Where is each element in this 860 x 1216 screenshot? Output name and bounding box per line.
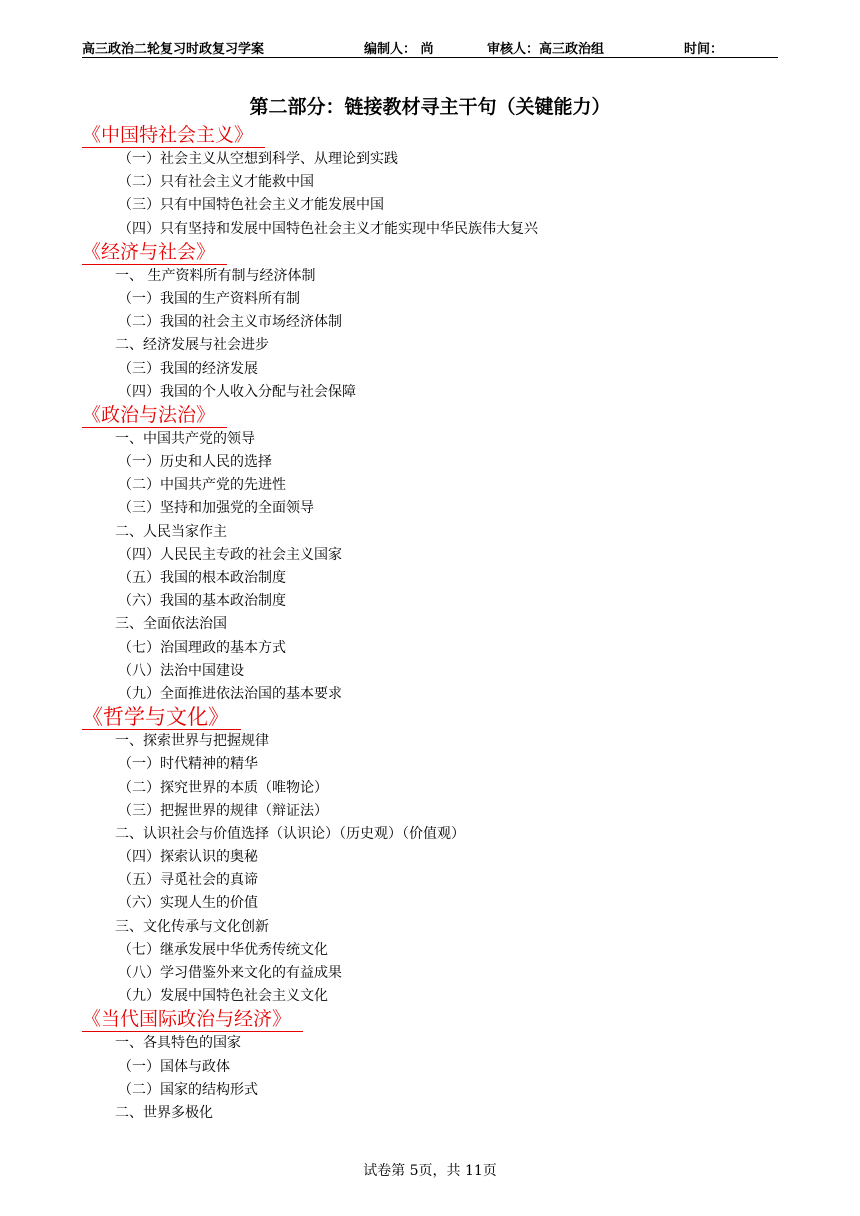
outline-item: （四）人民民主专政的社会主义国家 xyxy=(118,546,342,563)
outline-item: （三）只有中国特色社会主义才能发展中国 xyxy=(118,197,384,214)
outline-item: （八）学习借鉴外来文化的有益成果 xyxy=(118,965,342,981)
section xyxy=(82,706,782,1008)
section-title: 《中国特社会主义》 xyxy=(82,124,265,148)
outline-item: （一）时代精神的精华 xyxy=(118,756,258,773)
outline-heading: 三、文化传承与文化创新 xyxy=(115,918,269,935)
outline-heading: 一、 生产资料所有制与经济体制 xyxy=(115,267,316,284)
outline-item: （七）继承发展中华优秀传统文化 xyxy=(118,941,328,958)
outline-item: （一）社会主义从空想到科学、从理论到实践 xyxy=(118,151,398,167)
outline-item: （五）寻觅社会的真谛 xyxy=(118,872,258,889)
outline-heading: 二、人民当家作主 xyxy=(115,523,227,540)
outline-item: （三）我国的经济发展 xyxy=(118,360,258,377)
page-footer: 试卷第 5页，共 11页 xyxy=(363,1163,497,1179)
section-title: 《政治与法治》 xyxy=(82,404,227,428)
outline-item: （三）坚持和加强党的全面领导 xyxy=(118,500,314,517)
outline-item: （七）治国理政的基本方式 xyxy=(118,639,286,656)
outline-item: （九）全面推进依法治国的基本要求 xyxy=(118,685,342,702)
outline-item: （四）只有坚持和发展中国特色社会主义才能实现中华民族伟大复兴 xyxy=(118,220,538,237)
header-time: 时间： xyxy=(684,42,724,57)
header-title: 高三政治二轮复习时政复习学案 xyxy=(82,42,265,57)
outline-item: （二）只有社会主义才能救中国 xyxy=(118,174,314,191)
section xyxy=(82,124,782,241)
outline-item: （三）把握世界的规律（辩证法） xyxy=(118,802,328,819)
section-title: 《当代国际政治与经济》 xyxy=(82,1008,303,1032)
outline-item: （四）探索认识的奥秘 xyxy=(118,849,258,866)
outline-item: （六）我国的基本政治制度 xyxy=(118,593,286,610)
outline-item: （二）中国共产党的先进性 xyxy=(118,477,286,494)
outline-item: （八）法治中国建设 xyxy=(118,662,244,679)
outline-item: （一）历史和人民的选择 xyxy=(118,454,272,471)
section xyxy=(82,241,782,404)
outline-item: （五）我国的根本政治制度 xyxy=(118,570,286,586)
outline-heading: 二、世界多极化 xyxy=(115,1104,213,1121)
section-title: 《经济与社会》 xyxy=(82,241,227,265)
outline-item: （二）探究世界的本质（唯物论） xyxy=(118,779,328,796)
outline-item: （二）我国的社会主义市场经济体制 xyxy=(118,314,342,331)
outline-item: （一）我国的生产资料所有制 xyxy=(118,290,300,307)
header-reviewer: 审核人：高三政治组 xyxy=(487,42,605,57)
outline-item: （四）我国的个人收入分配与社会保障 xyxy=(118,383,356,400)
outline-heading: 一、中国共产党的领导 xyxy=(115,430,255,447)
outline-heading: 一、探索世界与把握规律 xyxy=(115,733,269,750)
section xyxy=(82,1008,782,1125)
section xyxy=(82,404,782,706)
outline-item: （九）发展中国特色社会主义文化 xyxy=(118,988,328,1005)
outline-heading: 二、经济发展与社会进步 xyxy=(115,337,269,354)
page-header xyxy=(82,37,778,58)
header-editor: 编制人： 尚 xyxy=(364,42,434,57)
outline-item: （六）实现人生的价值 xyxy=(118,895,258,912)
outline-item: （一）国体与政体 xyxy=(118,1058,230,1075)
outline-heading: 二、认识社会与价值选择（认识论）（历史观）（价值观） xyxy=(115,825,465,842)
outline-heading: 一、各具特色的国家 xyxy=(115,1035,241,1052)
outline-heading: 三、全面依法治国 xyxy=(115,616,227,633)
section-title: 《哲学与文化》 xyxy=(82,706,241,730)
outline-item: （二）国家的结构形式 xyxy=(118,1081,258,1098)
part-title: 第二部分：链接教材寻主干句（关键能力） xyxy=(249,96,611,118)
document-body xyxy=(82,124,782,1125)
